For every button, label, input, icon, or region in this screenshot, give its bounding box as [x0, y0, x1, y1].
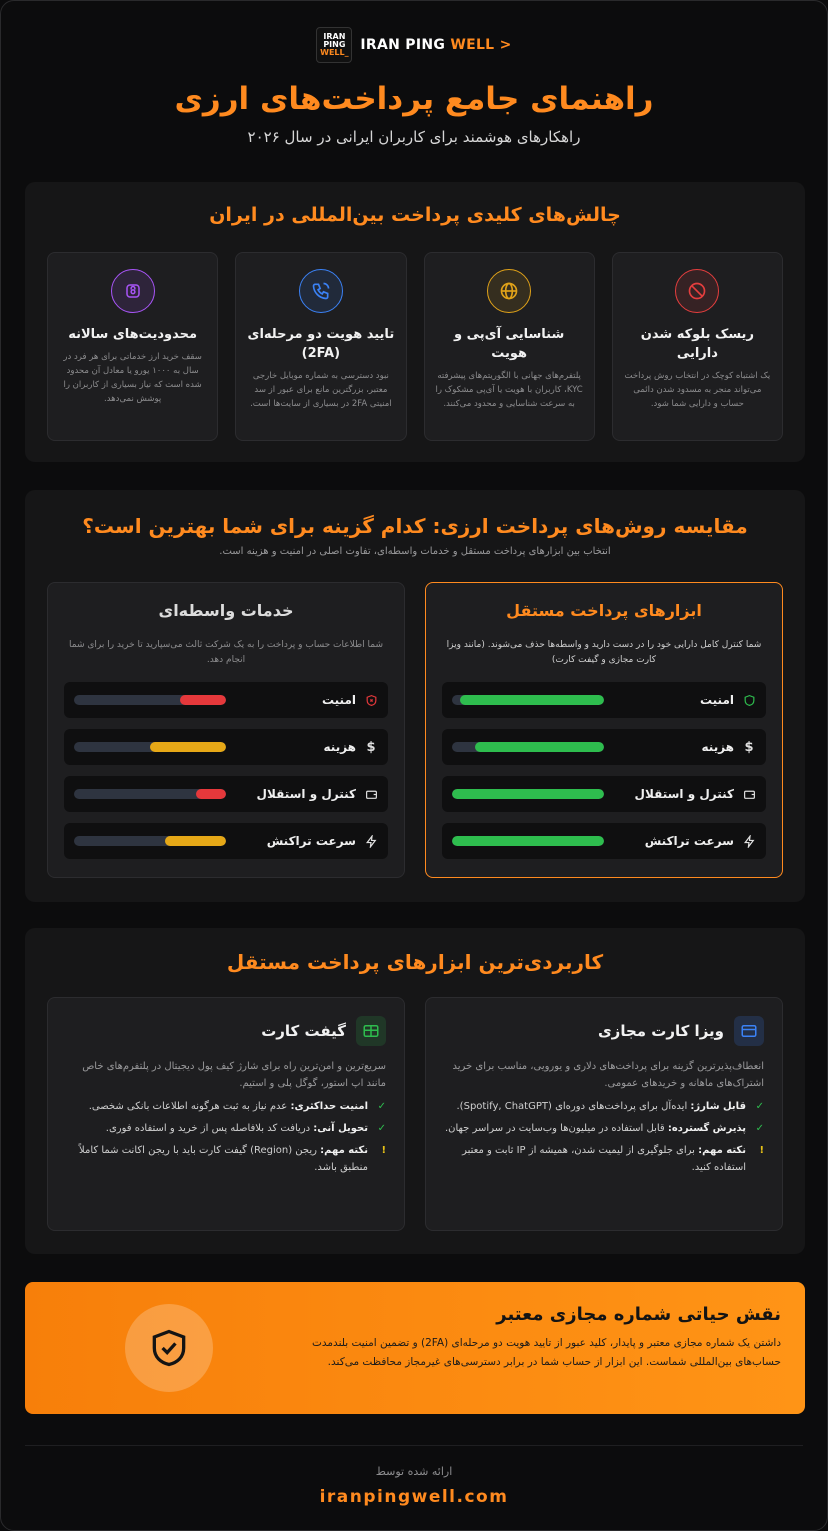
- metric-row: [442, 823, 766, 859]
- credit-card-icon: [734, 1016, 764, 1046]
- tools-section: [25, 928, 805, 1254]
- tool-name: ویزا کارت مجازی: [597, 1022, 724, 1040]
- list-item: [66, 1142, 386, 1176]
- logo-line-3: WELL_: [320, 48, 349, 57]
- tool-feature-list: [66, 1098, 386, 1176]
- independent-tools-card: [425, 582, 783, 878]
- independent-metrics: [442, 682, 766, 870]
- compare-section: [25, 490, 805, 902]
- feature-bold: پذیرش گسترده:: [667, 1123, 746, 1134]
- list-item: [444, 1098, 764, 1115]
- feature-text: دریافت کد بلافاصله پس از خرید و استفاده فوری.: [105, 1123, 314, 1134]
- metric-bar-fill: [196, 789, 226, 799]
- tool-feature-list: [444, 1098, 764, 1176]
- check-icon: ✓: [377, 1123, 386, 1134]
- globe-icon: [487, 269, 531, 313]
- logo-line-1: IRAN: [323, 32, 346, 41]
- metric-bar: [452, 742, 604, 752]
- feature-text: عدم نیاز به ثبت هرگونه اطلاعات بانکی شخصی.: [88, 1101, 291, 1112]
- feature-bold: نکته مهم:: [320, 1145, 368, 1156]
- metric-bar: [74, 836, 226, 846]
- compare-subtitle: انتخاب بین ابزارهای پرداخت مستقل و خدمات واسطه‌ای، تفاوت اصلی در امنیت و هزینه است.: [219, 546, 611, 557]
- feature-bold: نکته مهم:: [698, 1145, 746, 1156]
- challenge-cards: [47, 252, 783, 441]
- compare-title: مقایسه روش‌های پرداخت ارزی: کدام گزینه برای شما بهترین است؟: [82, 514, 748, 538]
- bolt-icon: [742, 834, 756, 848]
- independent-title: ابزارهای پرداخت مستقل: [506, 601, 702, 620]
- metric-bar-fill: [180, 695, 226, 705]
- metric-bar: [74, 742, 226, 752]
- shield-check-icon: [125, 1304, 213, 1392]
- brand-header[interactable]: [1, 27, 827, 63]
- metric-row: [64, 729, 388, 765]
- metric-bar: [74, 789, 226, 799]
- challenge-title: محدودیت‌های سالانه: [68, 327, 198, 342]
- feature-bold: قابل شارژ:: [690, 1101, 746, 1112]
- challenge-card: [612, 252, 783, 441]
- bolt-icon: [364, 834, 378, 848]
- challenge-title: ریسک بلوکه شدن دارایی: [640, 327, 754, 361]
- wallet-icon: [742, 787, 756, 801]
- challenge-title: شناسایی آی‌پی و هویت: [454, 327, 565, 361]
- challenge-card: [47, 252, 218, 441]
- metric-bar-fill: [452, 789, 604, 799]
- metric-label: کنترل و استقلال: [634, 787, 734, 801]
- warning-icon: !: [381, 1145, 386, 1156]
- metric-row: [442, 682, 766, 718]
- metric-bar-fill: [460, 695, 604, 705]
- wallet-icon: [364, 787, 378, 801]
- phone-icon: [299, 269, 343, 313]
- shield-icon: [742, 693, 756, 707]
- metric-row: [442, 729, 766, 765]
- challenge-desc: نبود دسترسی به شماره موبایل خارجی معتبر، بزرگترین مانع برای عبور از سد امنیتی 2FA در بسیاری از سایت‌ها است.: [250, 371, 392, 409]
- lock-icon: [111, 269, 155, 313]
- list-item: [66, 1098, 386, 1115]
- check-icon: ✓: [755, 1101, 764, 1112]
- metric-label: هزینه: [323, 740, 356, 754]
- feature-text: برای جلوگیری از لیمیت شدن، همیشه از IP ثابت و معتبر استفاده کنید.: [462, 1145, 746, 1173]
- feature-bold: تحویل آنی:: [313, 1123, 368, 1134]
- footer-divider: [25, 1445, 803, 1446]
- independent-desc: شما کنترل کامل دارایی خود را در دست دارید و واسطه‌ها حذف می‌شوند. (مانند ویزا کارت مجازی و گیفت کارت): [446, 640, 762, 665]
- metric-bar-fill: [150, 742, 226, 752]
- challenge-card: [235, 252, 406, 441]
- metric-bar-fill: [475, 742, 604, 752]
- tool-desc: سریع‌ترین و امن‌ترین راه برای شارژ کیف پول دیجیتال در پلتفرم‌های خاص مانند اپ استور، گوگل پلی و استیم.: [82, 1061, 386, 1089]
- metric-bar: [74, 695, 226, 705]
- visa-card-panel: [425, 997, 783, 1231]
- dollar-icon: $: [744, 739, 754, 755]
- brand-logo: [316, 27, 352, 63]
- intermediary-metrics: [64, 682, 388, 870]
- intermediary-title: خدمات واسطه‌ای: [158, 601, 294, 620]
- tool-name: گیفت کارت: [261, 1022, 346, 1040]
- list-item: [66, 1120, 386, 1137]
- tool-desc: انعطاف‌پذیرترین گزینه برای پرداخت‌های دلاری و یورویی، مناسب برای خرید اشتراک‌های ماهانه و خریدهای عمومی.: [452, 1061, 764, 1089]
- feature-text: ایده‌آل برای پرداخت‌های دوره‌ای (Spotify, ChatGPT).: [456, 1101, 691, 1112]
- shield-alert-icon: [364, 693, 378, 707]
- metric-row: [64, 776, 388, 812]
- ban-icon: [675, 269, 719, 313]
- challenge-desc: سقف خرید ارز خدماتی برای هر فرد در سال به ۱۰۰۰ یورو یا معادل آن محدود شده است که نیاز بسیاری از کاربران را پوشش نمی‌دهد.: [63, 352, 202, 404]
- challenge-desc: پلتفرم‌های جهانی با الگوریتم‌های پیشرفته KYC، کاربران با هویت یا آی‌پی مشکوک را به سرعت شناسایی و محدود می‌کنند.: [435, 371, 583, 409]
- page-title: راهنمای جامع پرداخت‌های ارزی: [174, 81, 654, 117]
- metric-bar-fill: [165, 836, 226, 846]
- page-subtitle: راهکارهای هوشمند برای کاربران ایرانی در سال ۲۰۲۶: [247, 128, 581, 146]
- metric-label: کنترل و استقلال: [256, 787, 356, 801]
- brand-name: [360, 37, 511, 53]
- tool-header: [66, 1016, 386, 1046]
- metric-bar: [452, 789, 604, 799]
- footer-credit: ارائه شده توسط: [375, 1465, 453, 1478]
- virtual-number-banner: [25, 1282, 805, 1414]
- list-item: [444, 1120, 764, 1137]
- banner-text: داشتن یک شماره مجازی معتبر و پایدار، کلید عبور از تایید هویت دو مرحله‌ای (2FA) و تضمین امنیت بلندمدت حساب‌های بین‌المللی شماست. این ابزار از حساب شما در برابر دسترسی‌های غیرمجاز محافظت می‌کند.: [312, 1337, 781, 1368]
- list-item: [444, 1142, 764, 1176]
- feature-text: ریجن (Region) گیفت کارت باید با ریجن اکانت شما کاملاً منطبق باشد.: [79, 1145, 368, 1173]
- challenge-card: [424, 252, 595, 441]
- gift-icon: [356, 1016, 386, 1046]
- metric-row: [64, 823, 388, 859]
- metric-bar: [452, 695, 604, 705]
- tools-title: کاربردی‌ترین ابزارهای پرداخت مستقل: [226, 950, 604, 974]
- check-icon: ✓: [377, 1101, 386, 1112]
- metric-label: هزینه: [701, 740, 734, 754]
- metric-label: سرعت تراکنش: [266, 834, 356, 848]
- metric-bar: [452, 836, 604, 846]
- challenges-section: [25, 182, 805, 462]
- metric-label: امنیت: [321, 693, 356, 707]
- tool-header: [444, 1016, 764, 1046]
- metric-row: [64, 682, 388, 718]
- feature-text: قابل استفاده در میلیون‌ها وب‌سایت در سراسر جهان.: [444, 1123, 668, 1134]
- brand-name-main: IRAN PING: [360, 37, 451, 53]
- challenges-title: چالش‌های کلیدی پرداخت بین‌المللی در ایران: [209, 204, 621, 226]
- feature-bold: امنیت حداکثری:: [290, 1101, 368, 1112]
- footer-website-link[interactable]: iranpingwell.com: [319, 1487, 509, 1507]
- metric-label: امنیت: [699, 693, 734, 707]
- intermediary-desc: شما اطلاعات حساب و پرداخت را به یک شرکت ثالث می‌سپارید تا خرید را برای شما انجام دهد.: [69, 640, 383, 665]
- dollar-icon: $: [366, 739, 376, 755]
- challenge-desc: یک اشتباه کوچک در انتخاب روش پرداخت می‌تواند منجر به مسدود شدن دائمی حساب و دارایی شما شود.: [624, 371, 771, 409]
- metric-row: [442, 776, 766, 812]
- gift-card-panel: [47, 997, 405, 1231]
- metric-label: سرعت تراکنش: [644, 834, 734, 848]
- intermediary-services-card: [47, 582, 405, 878]
- challenge-title: تایید هویت دو مرحله‌ای (2FA): [247, 327, 395, 361]
- warning-icon: !: [759, 1145, 764, 1156]
- logo-line-2: PING: [323, 40, 346, 49]
- banner-title: نقش حیاتی شماره مجازی معتبر: [496, 1304, 781, 1325]
- brand-name-accent: WELL >: [450, 37, 512, 53]
- check-icon: ✓: [755, 1123, 764, 1134]
- metric-bar-fill: [452, 836, 604, 846]
